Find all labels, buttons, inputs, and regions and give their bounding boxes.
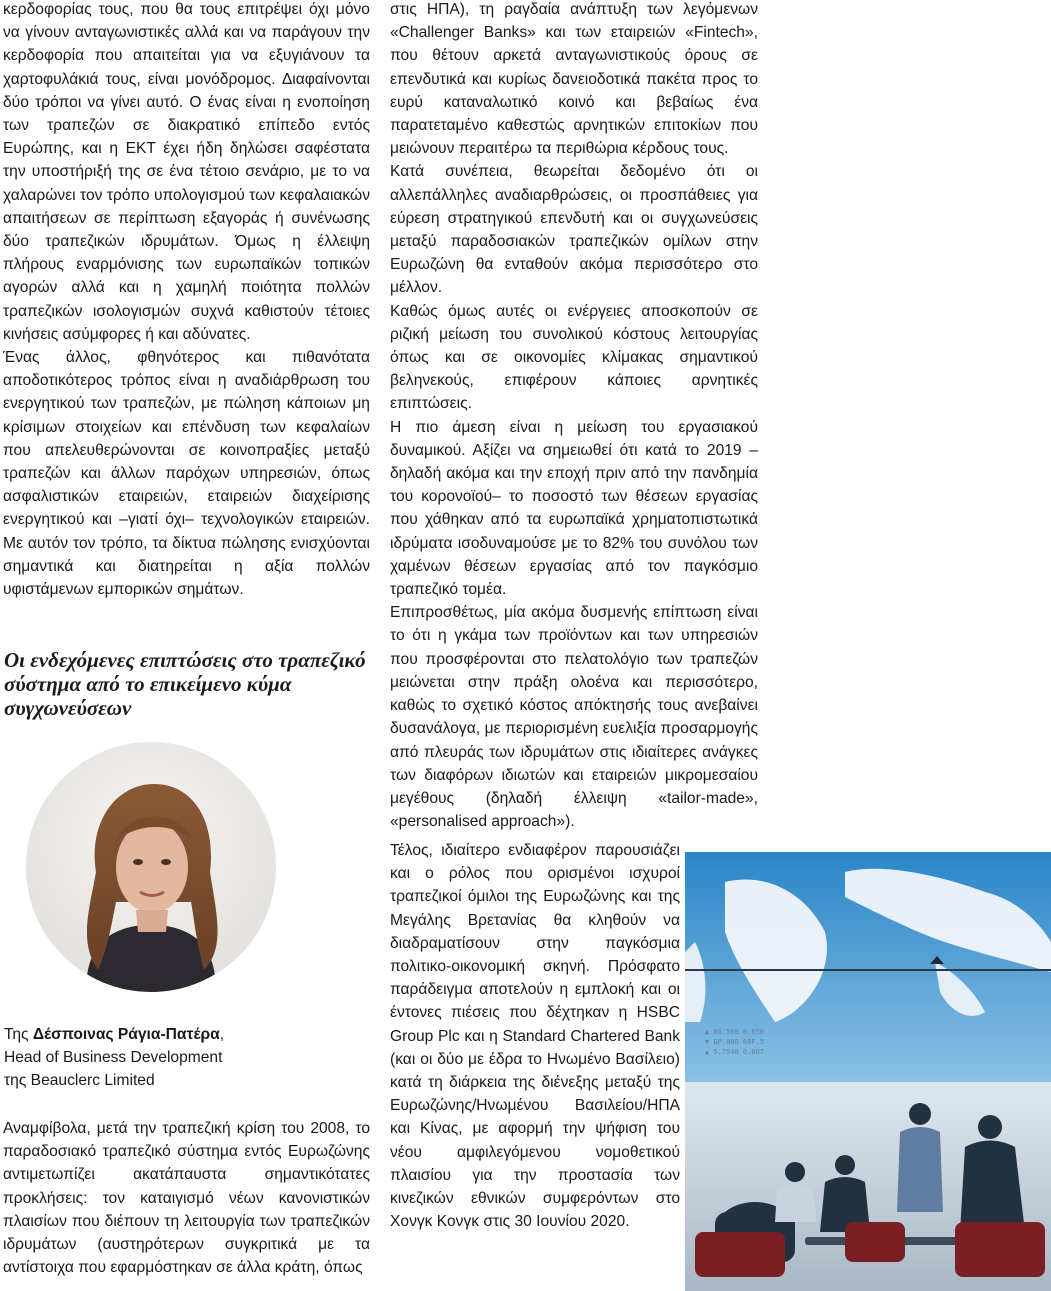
portrait-illustration [26,742,276,992]
byline-line-1 [4,1023,374,1046]
svg-text:▲ 5.7540 0.607: ▲ 5.7540 0.607 [705,1048,765,1056]
right-column-text [390,0,758,833]
right-paragraph-5: Επιπροσθέτως, μία ακόμα δυσμενής επίπτωση είναι το ότι η γκάμα των προϊόντων και των υπηρεσιών που προσφέρονται στο πελατολόγιο των τραπεζών μειώνεται στην πράξη ολοένα και περισσότερο, καθώς το σχετικό κόστος απόκτησής τους ανεβαίνει δυσανάλογα, με περιορισμένη ευελιξία προσαρμογής από πλευράς των ιδρυμάτων στις ιδιαίτερες ανάγκες των διαφόρων ιδιωτών και εταιρειών μικρομεσαίου μεγέθους (δηλαδή έλλειψη «tailor-made», «personalised approach»). [390,604,758,831]
byline-prefix: Της [4,1026,33,1043]
right-final-paragraph: Τέλος, ιδιαίτερο ενδιαφέρον παρουσιάζει και ο ρόλος που ορισμένοι ισχυροί τραπεζικοί όμιλοι της Ευρωζώνης και της Μεγάλης Βρετανίας θα κληθούν να διαδραματίσουν στην παγκόσμια πολιτικο-οικονομική σκηνή. Πρόσφατο παράδειγμα αποτελούν η εμπλοκή και οι έντονες πιέσεις που δέχτηκαν η HSBC Group Plc και η Standard Chartered Bank (και οι δύο με έδρα το Ηνωμένο Βασίλειο) κατά τη διάρκεια της διένεξης μεταξύ της Ευρωζώνης/Ηνωμένου Βασιλείου/ΗΠΑ και Κίνας, με αφορμή την ψήφιση του νέου αμφιλεγόμενου νομοθετικού πλαισίου για την προστασία των κινεζικών εθνικών συμφερόντων στο Χονγκ Κονγκ στις 30 Ιουνίου 2020. [390,842,680,1231]
author-portrait [26,742,276,992]
left-paragraph-1: κερδοφορίας τους, που θα τους επιτρέψει όχι μόνο να γίνουν ανταγωνιστικές αλλά και να παράγουν την κερδοφορία που απαιτείται για να εξυγιάνουν τα χαρτοφυλάκιά τους, είναι μονόδρομος. Διαφαίνονται δύο τρόποι να γίνει αυτό. Ο ένας είναι η ενοποίηση των τραπεζών σε διακρατικό επίπεδο εντός Ευρώπης, και η ΕΚΤ έχει ήδη δηλώσει σαφέστατα την υποστήριξή της σε ένα τέτοιο σενάριο, με το να χαλαρώνει τον τρόπο υπολογισμού των κεφαλαιακών απαιτήσεων σε περίπτωση εξαγοράς ή συνένωσης δύο τραπεζικών ιδρυμάτων. Όμως η έλλειψη πλήρους εναρμόνισης των ευρωπαϊκών τοπικών αγορών αλλά και η χαμηλή ποιότητα πολλών τραπεζικών ισολογισμών συχνά καθιστούν τέτοιες κινήσεις ασύμφορες ή και αδύνατες. [3,1,370,343]
author-role: Head of Business Development [4,1049,223,1067]
author-name: Δέσποινας Ράγια-Πατέρα [32,1026,220,1043]
left-column-text [3,0,370,601]
svg-text:▲ 86.560 0.650: ▲ 86.560 0.650 [705,1028,765,1036]
left-paragraph-2: Ένας άλλος, φθηνότερος και πιθανότατα αποδοτικότερος τρόπος είναι η αναδιάρθρωση του ενεργητικού των τραπεζών, με πώληση κάποιων μη κρίσιμων στοιχείων και επένδυση των κεφαλαίων που απελευθερώνονται σε κοινοπραξίες μεταξύ τραπεζών και άλλων παρόχων υπηρεσιών, όπως ασφαλιστικών εταιρειών, εταιρειών διαχείρισης ενεργητικού και –γιατί όχι– τεχνολογικών εταιρειών. Με αυτόν τον τρόπο, τα δίκτυα πώλησης ενισχύονται σημαντικά και διατηρείται η αξία πολλών υφιστάμενων εμπορικών σημάτων. [3,349,370,599]
author-company: της Beauclerc Limited [4,1072,155,1090]
svg-text:▼ GP.806 60F.5: ▼ GP.806 60F.5 [705,1038,765,1046]
business-meeting-photo [685,852,1051,1291]
right-paragraph-3: Καθώς όμως αυτές οι ενέργειες αποσκοπούν σε ριζική μείωση του συνολικού κόστους λειτουργίας όπως και σε οικονομίες κλίμακας σημαντικού βεληνεκούς, επιφέρουν κάποιες αρνητικές επιπτώσεις. [390,302,758,413]
right-paragraph-4: Η πιο άμεση είναι η μείωση του εργασιακού δυναμικού. Αξίζει να σημειωθεί ότι κατά το 2019 –δηλαδή ακόμα και την εποχή πριν από την πανδημία του κορονοϊού– το ποσοστό των θέσεων εργασίας που χάθηκαν από τα ευρωπαϊκά χρηματοπιστωτικά ιδρύματα ισοδυναμούσε με το 82% του συνόλου των χαμένων θέσεων εργασίας από τον παγκόσμιο τραπεζικό τομέα. [390,418,758,599]
right-paragraph-2: Κατά συνέπεια, θεωρείται δεδομένο ότι οι αλλεπάλληλες αναδιαρθρώσεις, οι προσπάθειες για εύρεση στρατηγικού επενδυτή και οι συγχωνεύσεις μεταξύ παραδοσιακών τραπεζικών ομίλων στην Ευρωζώνη θα ενταθούν ακόμα περισσότερο στο μέλλον. [390,163,758,297]
author-byline [4,1023,374,1093]
photo-illustration [685,852,1051,1291]
section-heading: Οι ενδεχόμενες επιπτώσεις στο τραπεζικό σύστημα από το επικείμενο κύμα συγχωνεύσεων [4,648,366,720]
intro-paragraph: Αναμφίβολα, μετά την τραπεζική κρίση του 2008, το παραδοσιακό τραπεζικό σύστημα εντός Ευρωζώνης αντιμετωπίζει ακατάπαυστα σημαντικότατες προκλήσεις: τον καταιγισμό νέων κανονιστικών πλαισίων που διέπουν τη λειτουργία των τραπεζικών ιδρυμάτων (αυστηρότερων συγκριτικά με τα αντίστοιχα που εφαρμόστηκαν σε άλλα κράτη, όπως [3,1120,370,1277]
byline-suffix: , [219,1026,225,1043]
right-paragraph-1: στις ΗΠΑ), τη ραγδαία ανάπτυξη των λεγόμενων «Challenger Banks» και των εταιρειών «Fintech», που θέτουν αρκετά ανταγωνιστικούς όρους σε επενδυτικά και κυρίως δανειοδοτικά πακέτα προς το ευρύ καταναλωτικό κοινό και βεβαίως ένα παρατεταμένο καθεστώς αρνητικών επιτοκίων που μειώνουν περαιτέρω τα περιθώρια κέρδους τους. [390,1,758,158]
